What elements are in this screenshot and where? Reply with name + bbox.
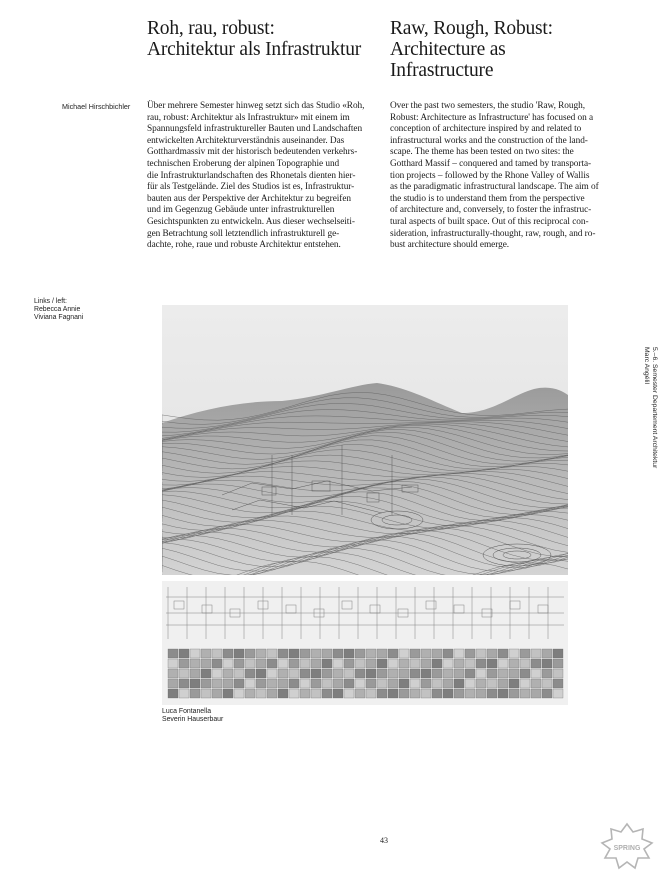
body-text-line: the studio is to understand them from the perspective xyxy=(390,193,585,204)
side-label-vertical xyxy=(642,347,658,468)
body-text-line: Über mehrere Semester hinweg setzt sich das Studio «Roh, xyxy=(147,101,365,111)
heading-german-line: Architektur als Infrastruktur xyxy=(147,39,362,60)
caption-author: Rebecca Annie xyxy=(34,306,81,314)
body-text-line: dachte, rohe, raue und robuste Architektur entstehen. xyxy=(147,240,341,251)
plan-drawings-graphic xyxy=(162,581,568,705)
body-text-german xyxy=(147,101,383,252)
body-text-line: und im Gegenzug Gebäude unter infrastrukturellen xyxy=(147,205,335,216)
image-caption-left xyxy=(34,298,144,323)
caption-label: Links / left: xyxy=(34,298,67,305)
heading-english-line: Architecture as xyxy=(390,39,506,60)
body-text-line: scape. The theme has been tested on two sites: the xyxy=(390,147,574,158)
image-caption-bottom xyxy=(162,708,362,724)
body-text-line: entwickelten Architekturverständnis auseinander. Das xyxy=(147,135,345,146)
body-text-line: as the paradigmatic infrastructural landscape. The aim of xyxy=(390,182,599,193)
body-text-line: tural aspects of built space. Out of this reciprocal con- xyxy=(390,216,589,227)
heading-english xyxy=(390,18,620,81)
body-text-line: Robust: Architecture as Infrastructure' has focused on a xyxy=(390,112,594,123)
heading-german-line: Roh, rau, robust: xyxy=(147,18,275,39)
body-text-line: gen Betrachtung soll letztendlich infrastrukturell ge- xyxy=(147,228,340,239)
side-label-line: 5.–6. Semester Departement Architektur xyxy=(651,347,658,469)
body-text-line: Spannungsfeld infrastruktureller Bauten und Landschaften xyxy=(147,124,363,135)
body-text-line: Gotthard Massif – conquered and tamed by transporta- xyxy=(390,158,592,169)
watermark-logo xyxy=(597,820,657,872)
heading-english-line: Raw, Rough, Robust: xyxy=(390,18,553,39)
body-text-line: für als Testgelände. Ziel des Studios ist es, Infrastruktur- xyxy=(147,182,355,193)
body-text-line: die Infrastrukturlandschaften des Rhonetals dienten hier- xyxy=(147,170,356,181)
body-text-line: tion projects – followed by the Rhone Valley of Wallis xyxy=(390,170,590,181)
body-text-line: bauten aus der Perspektive der Architektur zu begreifen xyxy=(147,193,352,204)
landscape-render-image xyxy=(162,305,568,575)
body-text-line: bust architecture should emerge. xyxy=(390,240,510,251)
heading-english-line: Infrastructure xyxy=(390,60,494,81)
landscape-render-graphic xyxy=(162,305,568,575)
caption-author: Severin Hauserbaur xyxy=(162,716,224,724)
body-text-line: Gesichtspunkten zu entwickeln. Aus dieser wechselseiti- xyxy=(147,216,355,227)
plan-drawings-image xyxy=(162,581,568,705)
side-label-line: Marc Angélil xyxy=(642,347,650,385)
body-text-line: rau, robust: Architektur als Infrastruktur» mit einem im xyxy=(147,112,350,123)
watermark-logo-icon xyxy=(597,820,657,872)
author-name: Michael Hirschbichler xyxy=(62,102,131,111)
body-text-line: Gotthardmassiv mit der historisch bedeutenden verkehrs- xyxy=(147,147,358,158)
caption-author: Luca Fontanella xyxy=(162,708,212,715)
body-text-line: technischen Eroberung der alpinen Topographie und xyxy=(147,158,340,169)
body-text-english xyxy=(390,101,626,252)
body-text-line: infrastructural works and the construction of the land- xyxy=(390,135,588,146)
body-text-line: Over the past two semesters, the studio 'Raw, Rough, xyxy=(390,101,585,111)
body-text-line: conception of architecture inspired by and related to xyxy=(390,124,582,135)
caption-author: Viviana Fagnani xyxy=(34,314,84,322)
watermark-text: SPRING xyxy=(613,845,641,852)
body-text-line: sideration, infrastructurally-thought, raw, rough, and ro- xyxy=(390,228,596,239)
page-number: 43 xyxy=(380,836,388,845)
heading-german xyxy=(147,18,377,60)
body-text-line: of architecture and, conversely, to foster the infrastruc- xyxy=(390,205,592,216)
